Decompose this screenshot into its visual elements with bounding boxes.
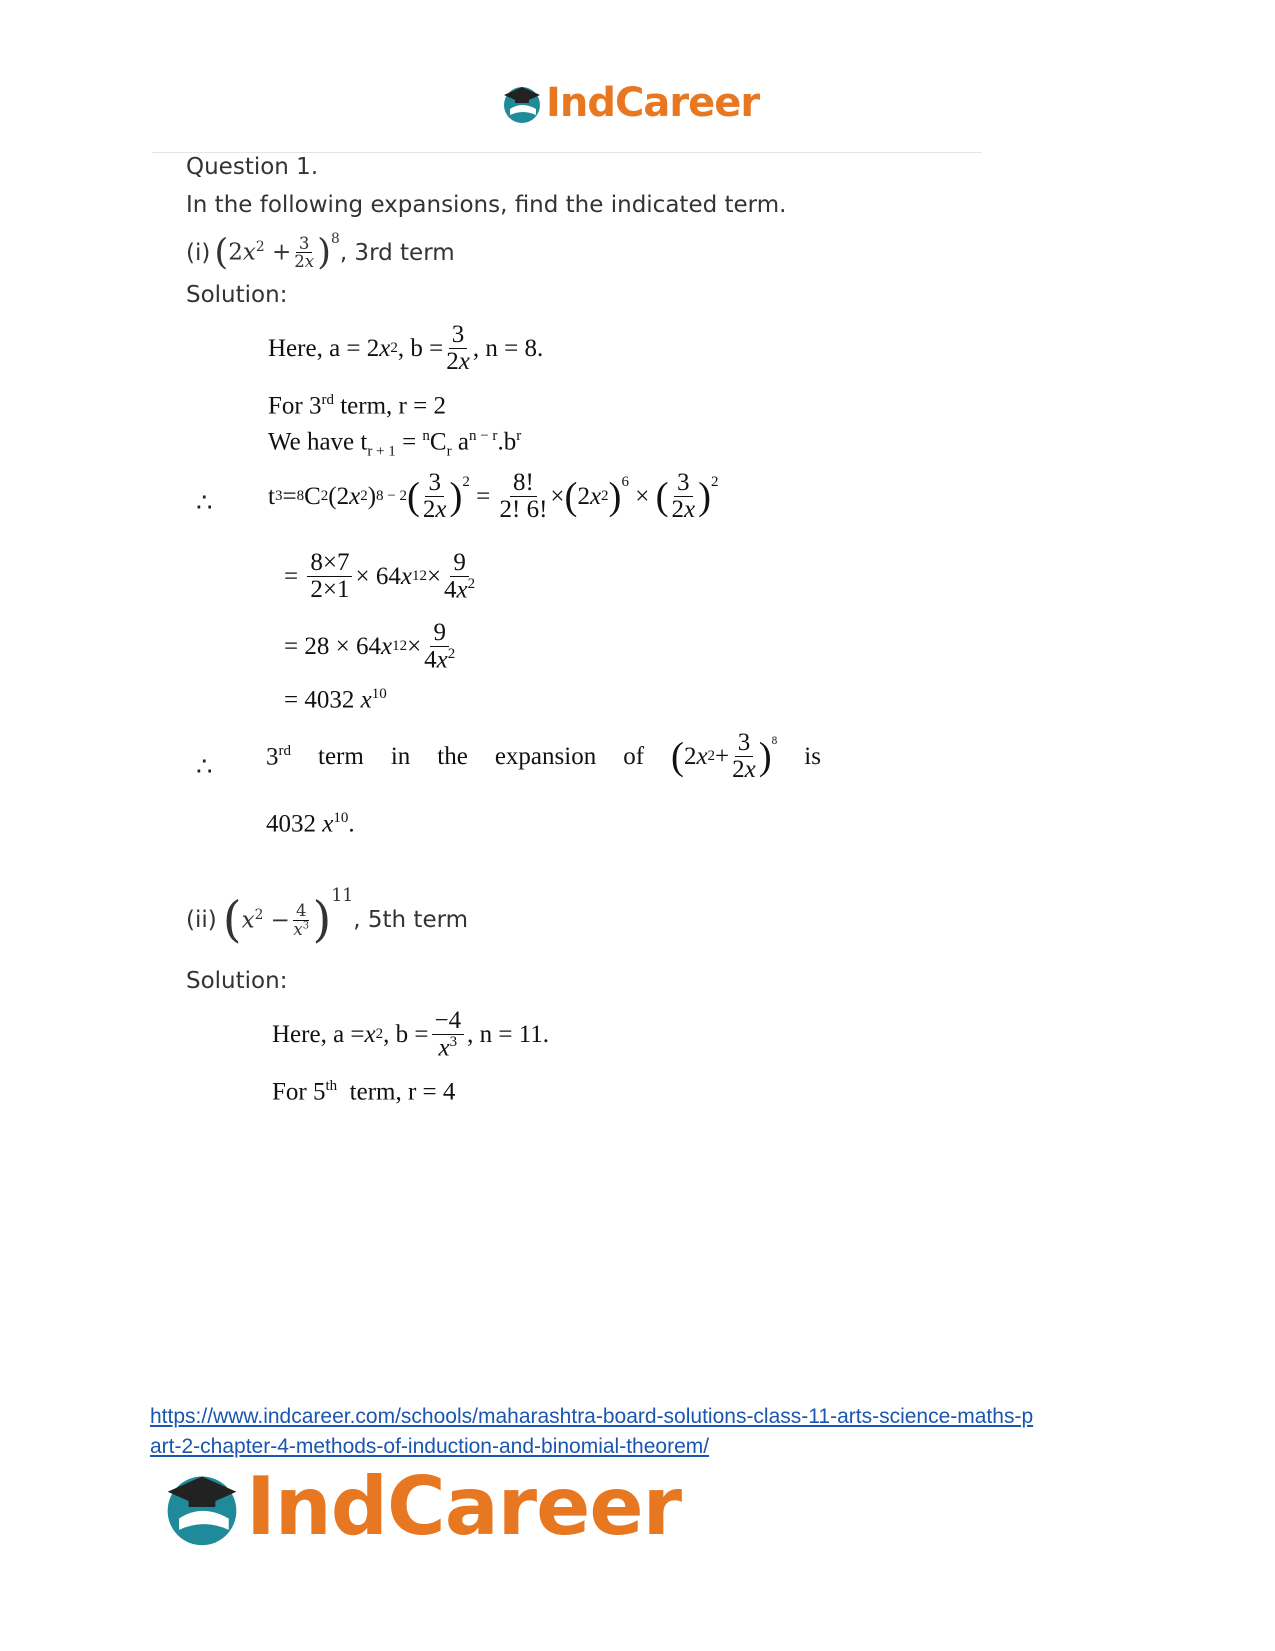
- part2-expression: ( $x^2$ − $\frac{4}{x^3}$ ) $^{11}$: [222, 886, 354, 948]
- solution1-conclusion-value: 4032 $x^{10}$.: [266, 810, 355, 838]
- solution1-formula: We have $t_{r + 1} = ^nC_r$ $a^{n - r}.b^r$: [268, 428, 522, 460]
- solution2-here: Here, a = x 2 , b = $\frac{-4}{x^3}$ , n = 11.: [272, 1007, 550, 1062]
- solution1-step3: = 28 × 64 x 12 × $\frac{9}{4x^2}$: [284, 619, 456, 674]
- part1-heading: [186, 232, 455, 273]
- solution1-step4: = 4032 $x^{10}$: [284, 686, 387, 714]
- part1-suffix: , 3rd term: [339, 239, 455, 266]
- source-link-line1[interactable]: https://www.indcareer.com/schools/maharashtra-board-solutions-class-11-arts-science-maths-p: [150, 1405, 1034, 1428]
- part2-label: (ii): [186, 907, 217, 933]
- footer-logo-text: IndCareer: [246, 1460, 682, 1553]
- header-logo: [500, 80, 759, 126]
- graduation-cap-icon: [500, 81, 544, 125]
- source-link[interactable]: [150, 1402, 1033, 1462]
- solution1-step1: t 3 = 8 C 2 (2 x 2 ) 8 − 2 ( $\frac{3}{2x}$ ) $^2$ = $\frac{8!}{2! 6!}$ × ( 2 x 2 ) $^6$ × ( $\frac{3}{2x}$ ) $^2$: [268, 469, 719, 524]
- solution1-step2: = $\frac{8\times 7}{2\times 1}$ × 64 x 12 × $\frac{9}{4x^2}$: [284, 549, 476, 604]
- header-logo-text: IndCareer: [546, 80, 760, 126]
- footer-logo: [160, 1460, 681, 1553]
- solution1-for-term: For 3rd term, r = 2: [268, 392, 446, 420]
- solution2-for-term: For 5th term, r = 4: [272, 1078, 456, 1106]
- therefore-symbol-2: ∴: [196, 752, 213, 781]
- part1-expression: ( $2x^2$ + $\frac{3}{2x}$ ) $^8$: [214, 230, 340, 273]
- therefore-symbol-1: ∴: [196, 488, 213, 517]
- graduation-cap-icon: [160, 1465, 244, 1549]
- question-instruction: In the following expansions, find the indicated term.: [186, 192, 787, 218]
- solution2-label: Solution:: [186, 968, 288, 994]
- part1-label: (i): [186, 239, 211, 266]
- part2-heading: [186, 886, 469, 948]
- header-divider: [152, 152, 982, 153]
- part2-suffix: , 5th term: [353, 907, 469, 933]
- source-link-line2[interactable]: art-2-chapter-4-methods-of-induction-and-binomial-theorem/: [150, 1435, 710, 1458]
- solution1-conclusion: 3rd term in the expansion of ( 2 x 2 + $\frac{3}{2x}$ ) $^8$ is: [266, 729, 821, 784]
- question-title: Question 1.: [186, 154, 319, 180]
- solution1-here: Here, a = 2 x 2 , b = $\frac{3}{2x}$ , n = 8.: [268, 321, 544, 376]
- solution1-label: Solution:: [186, 282, 288, 308]
